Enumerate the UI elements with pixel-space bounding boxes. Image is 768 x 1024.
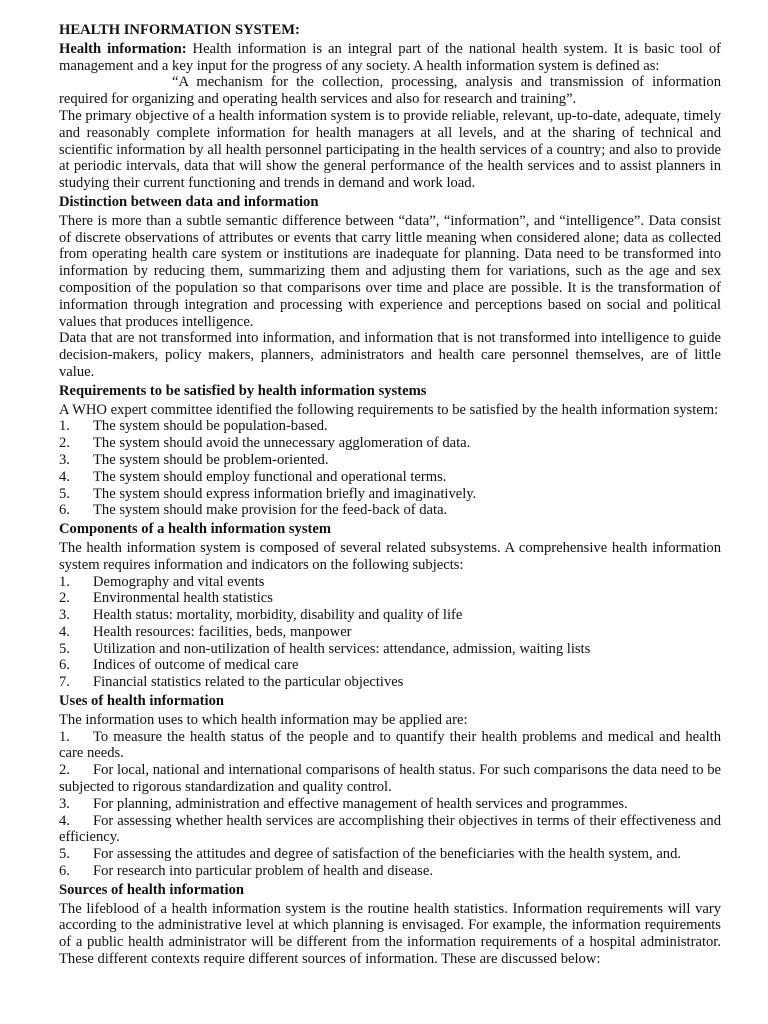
- list-item: [59, 729, 721, 763]
- list-number: 4.: [59, 623, 70, 640]
- list-text: Financial statistics related to the particular objectives: [93, 674, 404, 691]
- components-list: [59, 574, 721, 692]
- list-item: [59, 469, 721, 486]
- list-item: [59, 674, 721, 691]
- definition-quote: “A mechanism for the collection, processing, analysis and transmission of information required for organizing and operating health services and also for research and training”.: [59, 74, 721, 108]
- list-number: 2.: [59, 435, 70, 452]
- list-item: [59, 452, 721, 469]
- list-text: The system should express information briefly and imaginatively.: [93, 485, 477, 502]
- list-text: The system should avoid the unnecessary agglomeration of data.: [93, 435, 471, 452]
- distinction-paragraph-2: Data that are not transformed into information, and information that is not transformed into intelligence to guide decision-makers, policy makers, planners, administrators and health care personnel themselves, are of little value.: [59, 330, 721, 380]
- requirements-list: [59, 418, 721, 519]
- list-text: To measure the health status of the people and to quantify their health problems and medical and health care needs.: [59, 728, 721, 762]
- requirements-heading: Requirements to be satisfied by health information systems: [59, 382, 427, 399]
- list-number: 5.: [59, 485, 70, 502]
- list-text: Demography and vital events: [93, 573, 265, 590]
- requirements-intro: A WHO expert committee identified the following requirements to be satisfied by the health information system:: [59, 401, 719, 418]
- distinction-paragraph-1: There is more than a subtle semantic difference between “data”, “information”, and “intelligence”. Data consist of discrete observations of attributes or events that carry little meaning when considered alone; data as collected from operating health care system or institutions are inadequate for planning. Data need to be transformed into information by reducing them, summarizing them and adjusting them for variations, such as the age and sex composition of the population so that comparisons over time and place are possible. It is the transformation of information through integration and processing with experience and perceptions based on social and political values that produces intelligence.: [59, 212, 721, 330]
- list-item: [59, 657, 721, 674]
- list-item: [59, 813, 721, 847]
- list-item: [59, 624, 721, 641]
- list-item: [59, 641, 721, 658]
- list-item: [59, 762, 721, 796]
- page-title: HEALTH INFORMATION SYSTEM:: [59, 22, 300, 38]
- list-text: The system should make provision for the feed-back of data.: [93, 502, 448, 519]
- list-number: 1.: [59, 418, 70, 435]
- list-item: [59, 574, 721, 591]
- intro-lead: Health information:: [59, 40, 187, 57]
- list-item: [59, 435, 721, 452]
- uses-intro: The information uses to which health information may be applied are:: [59, 711, 468, 728]
- list-number: 1.: [59, 573, 70, 590]
- list-text: For research into particular problem of health and disease.: [93, 863, 433, 880]
- objective-paragraph: The primary objective of a health information system is to provide reliable, relevant, up-to-date, adequate, timely and reasonably complete information for health managers at all levels, and at the sharing of technical and scientific information by all health personnel participating in the health services of a country; and also to provide at periodic intervals, data that will show the general performance of the health services and to assist planners in studying their current functioning and trends in demand and work load.: [59, 107, 721, 192]
- sources-heading: Sources of health information: [59, 881, 244, 898]
- list-text: For assessing whether health services are accomplishing their objectives in terms of their effectiveness and efficiency.: [59, 812, 721, 846]
- list-number: 7.: [59, 674, 70, 691]
- list-text: Environmental health statistics: [93, 590, 273, 607]
- list-text: For local, national and international comparisons of health status. For such comparisons the data need to be subjected to rigorous standardization and quality control.: [59, 762, 721, 796]
- distinction-heading: Distinction between data and information: [59, 193, 319, 210]
- list-item: [59, 796, 721, 813]
- list-number: 5.: [59, 846, 70, 863]
- list-text: The system should be problem-oriented.: [93, 451, 329, 468]
- list-number: 3.: [59, 451, 70, 468]
- list-item: [59, 486, 721, 503]
- list-text: For planning, administration and effective management of health services and programmes.: [93, 795, 628, 812]
- list-text: For assessing the attitudes and degree of satisfaction of the beneficiaries with the health system, and.: [93, 846, 682, 863]
- intro-text: Health information is an integral part of the national health system. It is basic tool of management and a key input for the progress of any society. A health information system is defined as:: [59, 40, 721, 74]
- list-text: Health status: mortality, morbidity, disability and quality of life: [93, 607, 463, 624]
- list-item: [59, 863, 721, 880]
- document-page: [59, 22, 721, 968]
- uses-heading: Uses of health information: [59, 693, 224, 710]
- uses-list: [59, 729, 721, 880]
- intro-paragraph: [59, 41, 721, 75]
- components-intro: The health information system is composed of several related subsystems. A comprehensive health information system requires information and indicators on the following subjects:: [59, 539, 721, 573]
- list-number: 6.: [59, 502, 70, 519]
- list-text: Utilization and non-utilization of health services: attendance, admission, waiting lists: [93, 640, 591, 657]
- list-number: 2.: [59, 590, 70, 607]
- list-number: 2.: [59, 762, 70, 779]
- list-item: [59, 607, 721, 624]
- list-number: 6.: [59, 863, 70, 880]
- sources-paragraph: The lifeblood of a health information system is the routine health statistics. Information requirements will vary according to the administrative level at which planning is envisaged. For example, the information requirements of a public health administrator will be different from the information requirements of a hospital administrator. These different contexts require different sources of information. These are discussed below:: [59, 900, 721, 968]
- list-number: 6.: [59, 657, 70, 674]
- list-item: [59, 846, 721, 863]
- list-text: Health resources: facilities, beds, manpower: [93, 623, 352, 640]
- list-number: 4.: [59, 812, 70, 829]
- list-number: 3.: [59, 607, 70, 624]
- list-number: 3.: [59, 795, 70, 812]
- list-number: 5.: [59, 640, 70, 657]
- list-number: 4.: [59, 468, 70, 485]
- list-item: [59, 418, 721, 435]
- components-heading: Components of a health information system: [59, 521, 332, 538]
- list-item: [59, 590, 721, 607]
- list-text: Indices of outcome of medical care: [93, 657, 299, 674]
- list-text: The system should be population-based.: [93, 418, 328, 435]
- list-text: The system should employ functional and operational terms.: [93, 468, 447, 485]
- list-number: 1.: [59, 728, 70, 745]
- list-item: [59, 502, 721, 519]
